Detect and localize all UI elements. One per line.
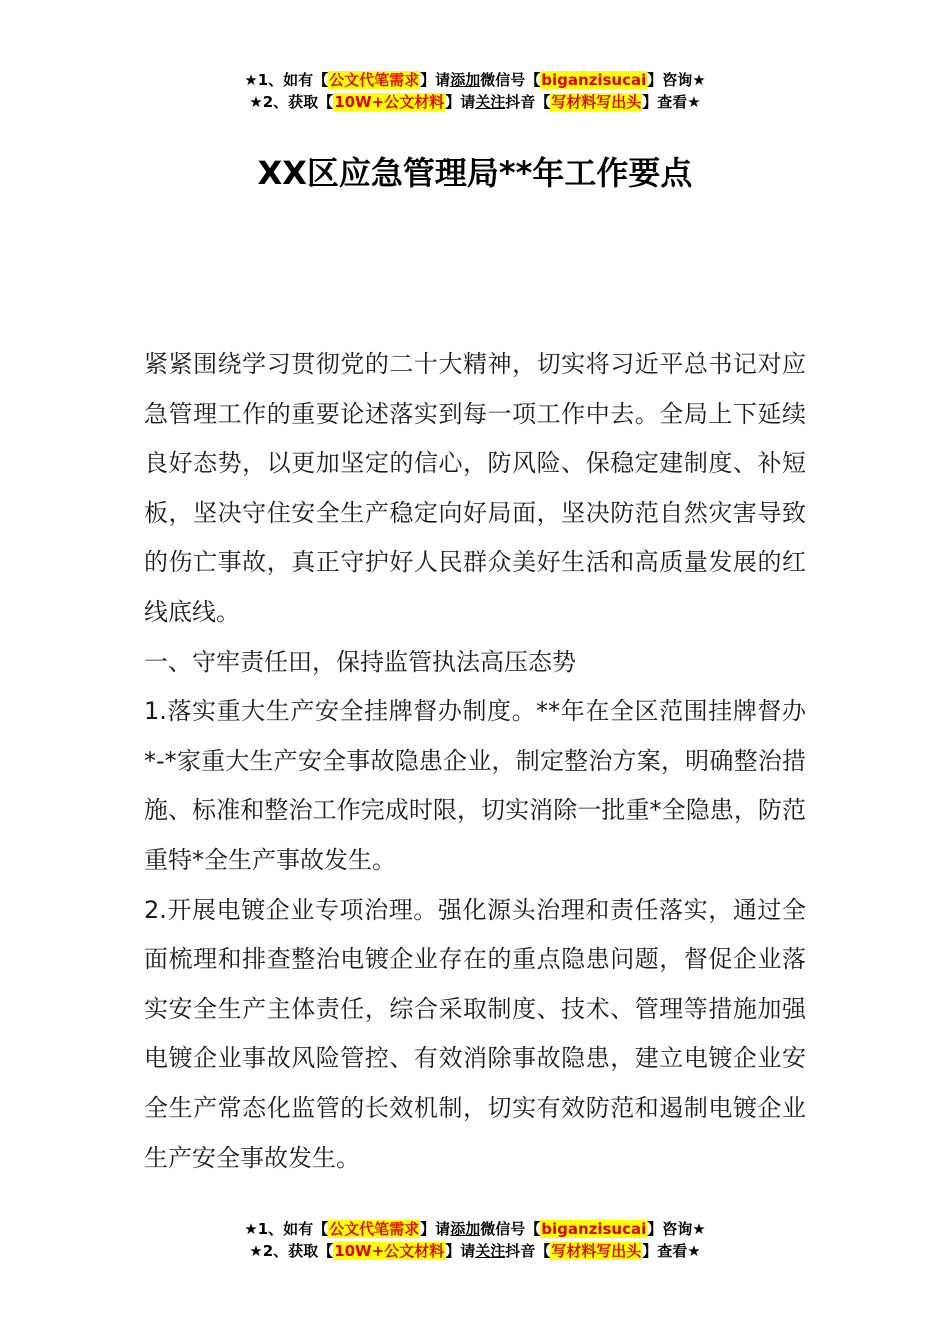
header-banner [0, 69, 950, 113]
banner-line-2: ★2、获取【10W+公文材料】请关注抖音【写材料写出头】查看★ [249, 93, 701, 111]
highlight-text: 公文代笔需求 [329, 1220, 420, 1238]
banner-line-1: ★1、如有【公文代笔需求】请添加微信号【biganzisucai】咨询★ [244, 1220, 706, 1238]
douyin-account: 写材料写出头 [551, 93, 642, 111]
underlined-text: 关注 [475, 1242, 506, 1260]
body-paragraph: 1.落实重大生产安全挂牌督办制度。**年在全区范围挂牌督办*-*家重大生产安全事故隐患企业，制定整治方案，明确整治措施、标准和整治工作完成时限，切实消除一批重*全隐患，防范重特*全生产事故发生。 [144, 697, 806, 874]
intro-paragraph: 紧紧围绕学习贯彻党的二十大精神，切实将习近平总书记对应急管理工作的重要论述落实到每一项工作中去。全局上下延续良好态势，以更加坚定的信心，防风险、保稳定建制度、补短板，坚决守住安全生产稳定向好局面，坚决防范自然灾害导致的伤亡事故，真正守护好人民群众美好生活和高质量发展的红线底线。 [144, 350, 806, 626]
wechat-id: biganzisucai [541, 71, 647, 89]
footer-banner [0, 1218, 950, 1262]
wechat-id: biganzisucai [541, 1220, 647, 1238]
highlight-text: 公文代笔需求 [329, 71, 420, 89]
section-heading: 一、守牢责任田，保持监管执法高压态势 [144, 647, 576, 676]
highlight-text: 10W+公文材料 [334, 93, 445, 111]
banner-line-1: ★1、如有【公文代笔需求】请添加微信号【biganzisucai】咨询★ [244, 71, 706, 89]
document-title: XX区应急管理局**年工作要点 [257, 154, 693, 192]
underlined-text: 添加 [450, 1220, 481, 1238]
document-body [144, 340, 806, 1183]
banner-line-2: ★2、获取【10W+公文材料】请关注抖音【写材料写出头】查看★ [249, 1242, 701, 1260]
body-paragraph: 2.开展电镀企业专项治理。强化源头治理和责任落实，通过全面梳理和排查整治电镀企业存在的重点隐患问题，督促企业落实安全生产主体责任，综合采取制度、技术、管理等措施加强电镀企业事故风险管控、有效消除事故隐患，建立电镀企业安全生产常态化监管的长效机制，切实有效防范和遏制电镀企业生产安全事故发生。 [144, 895, 806, 1172]
douyin-account: 写材料写出头 [551, 1242, 642, 1260]
underlined-text: 关注 [475, 93, 506, 111]
underlined-text: 添加 [450, 71, 481, 89]
highlight-text: 10W+公文材料 [334, 1242, 445, 1260]
